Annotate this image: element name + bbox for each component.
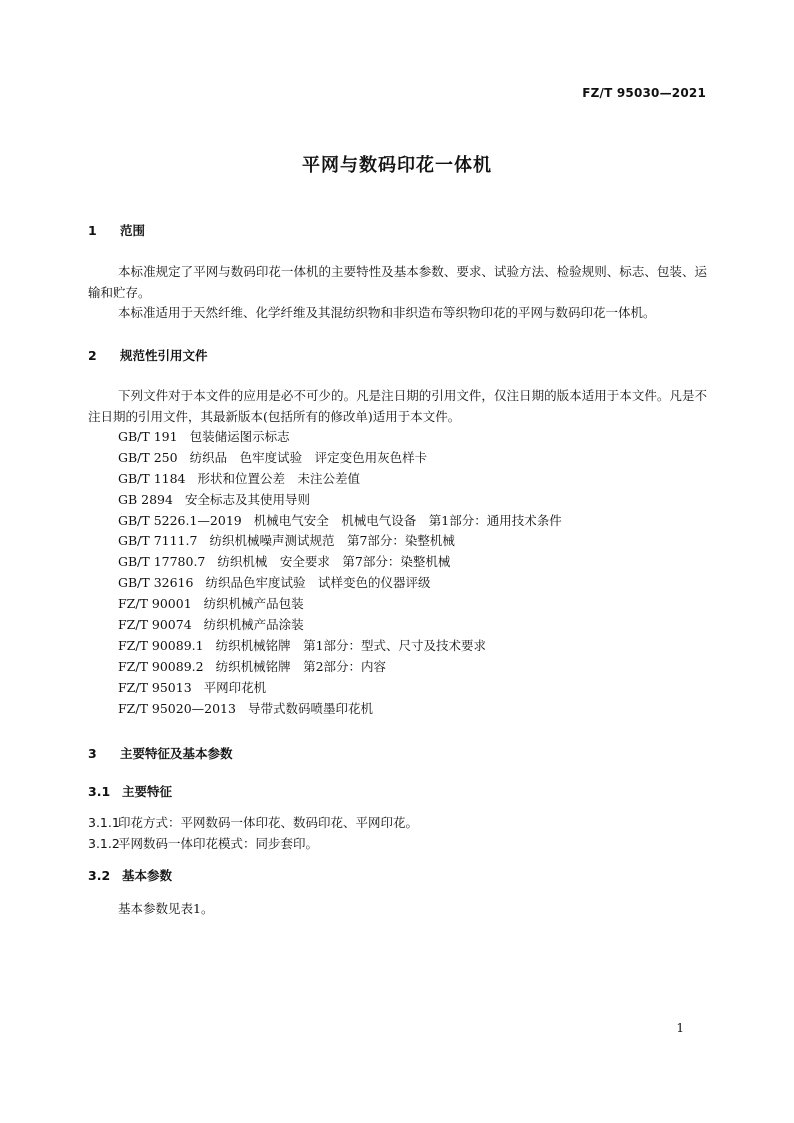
reference-code: GB/T 5226.1—2019 — [118, 512, 242, 528]
basic-parameters-text: 基本参数见表1。 — [118, 901, 214, 916]
scope-paragraph-1: 本标准规定了平网与数码印花一体机的主要特性及基本参数、要求、试验方法、检验规则、标志、包装、运输和贮存。 — [88, 264, 707, 300]
clause-text: 平网数码一体印花模式：同步套印。 — [118, 836, 319, 851]
clause-3-1-2 — [88, 834, 318, 852]
reference-title: 纺织机械产品包装 — [203, 596, 304, 612]
scope-paragraph-2: 本标准适用于天然纤维、化学纤维及其混纺织物和非织造布等织物印花的平网与数码印花一体机。 — [118, 305, 656, 320]
reference-title: 纺织机械 安全要求 第7部分：染整机械 — [217, 554, 451, 570]
clause-number: 3.1.1 — [88, 815, 120, 830]
subsection-3-2-heading — [88, 866, 172, 884]
reference-list — [118, 427, 562, 719]
reference-item — [118, 427, 562, 448]
page-number: 1 — [676, 1021, 684, 1035]
reference-item — [118, 678, 562, 699]
subsection-title: 主要特征 — [122, 784, 173, 799]
reference-item — [118, 657, 562, 678]
reference-title: 纺织机械铭牌 第2部分：内容 — [215, 658, 387, 674]
reference-title: 纺织机械产品涂装 — [203, 617, 304, 633]
references-intro: 下列文件对于本文件的应用是必不可少的。凡是注日期的引用文件，仅注日期的版本适用于本文件。凡是不注日期的引用文件，其最新版本(包括所有的修改单)适用于本文件。 — [88, 388, 707, 424]
reference-title: 平网印花机 — [203, 679, 267, 695]
reference-code: GB/T 32616 — [118, 575, 194, 591]
subsection-title: 基本参数 — [122, 868, 173, 883]
clause-3-1-1 — [88, 813, 418, 831]
reference-item — [118, 573, 562, 594]
reference-code: FZ/T 95020—2013 — [118, 700, 236, 716]
subsection-number: 3.2 — [88, 868, 111, 883]
reference-item — [118, 511, 562, 532]
reference-title: 纺织品 色牢度试验 评定变色用灰色样卡 — [189, 449, 428, 465]
section-number: 2 — [88, 348, 97, 363]
reference-code: FZ/T 90089.1 — [118, 637, 204, 653]
reference-code: FZ/T 90089.2 — [118, 658, 204, 674]
reference-code: GB/T 7111.7 — [118, 533, 198, 549]
reference-item — [118, 469, 562, 490]
section-title: 主要特征及基本参数 — [120, 746, 233, 761]
reference-code: GB/T 1184 — [118, 470, 186, 486]
reference-item — [118, 699, 562, 720]
reference-title: 纺织品色牢度试验 试样变色的仪器评级 — [205, 575, 431, 591]
section-1-heading — [88, 221, 145, 239]
section-number: 3 — [88, 746, 97, 761]
subsection-number: 3.1 — [88, 784, 111, 799]
reference-item — [118, 552, 562, 573]
reference-item — [118, 615, 562, 636]
reference-title: 机械电气安全 机械电气设备 第1部分：通用技术条件 — [253, 512, 562, 528]
clause-number: 3.1.2 — [88, 836, 120, 851]
section-3-heading — [88, 744, 233, 762]
reference-title: 纺织机械噪声测试规范 第7部分：染整机械 — [209, 533, 455, 549]
reference-code: FZ/T 95013 — [118, 679, 192, 695]
standard-number: FZ/T 95030—2021 — [582, 86, 706, 100]
reference-item — [118, 448, 562, 469]
reference-code: GB/T 191 — [118, 429, 178, 444]
reference-title: 安全标志及其使用导则 — [184, 491, 310, 507]
reference-item — [118, 531, 562, 552]
section-title: 范围 — [120, 223, 146, 238]
reference-code: FZ/T 90074 — [118, 617, 192, 633]
reference-code: GB 2894 — [118, 491, 173, 507]
reference-code: GB/T 250 — [118, 449, 178, 465]
subsection-3-1-heading — [88, 782, 172, 800]
clause-text: 印花方式：平网数码一体印花、数码印花、平网印花。 — [118, 815, 419, 830]
reference-title: 导带式数码喷墨印花机 — [247, 700, 373, 716]
document-title: 平网与数码印花一体机 — [302, 155, 492, 176]
reference-title: 形状和位置公差 未注公差值 — [197, 470, 361, 486]
reference-item — [118, 636, 562, 657]
reference-title: 纺织机械铭牌 第1部分：型式、尺寸及技术要求 — [215, 637, 487, 653]
section-number: 1 — [88, 223, 97, 238]
reference-title: 包装储运图示标志 — [189, 429, 290, 444]
section-title: 规范性引用文件 — [120, 348, 208, 363]
reference-code: GB/T 17780.7 — [118, 554, 206, 570]
reference-code: FZ/T 90001 — [118, 596, 192, 612]
reference-item — [118, 594, 562, 615]
reference-item — [118, 490, 562, 511]
section-2-heading — [88, 346, 208, 364]
